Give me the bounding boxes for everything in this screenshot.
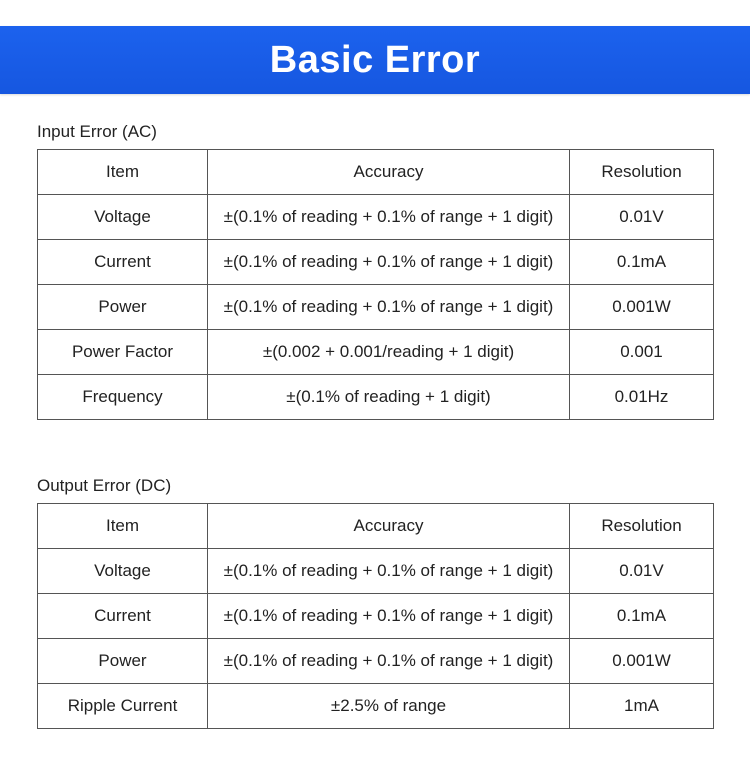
page-title: Basic Error [269,38,481,81]
resolution-cell: 1mA [570,684,714,729]
table-header-row [38,504,714,549]
item-cell: Voltage [38,195,208,240]
input-error-table [37,149,714,420]
column-header-accuracy: Accuracy [208,504,570,549]
accuracy-cell: ±2.5% of range [208,684,570,729]
column-header-item: Item [38,504,208,549]
resolution-cell: 0.001W [570,285,714,330]
resolution-cell: 0.01Hz [570,375,714,420]
table-row [38,285,714,330]
input-section-label: Input Error (AC) [37,122,157,141]
column-header-item: Item [38,150,208,195]
accuracy-cell: ±(0.1% of reading + 0.1% of range + 1 digit) [208,639,570,684]
item-cell: Current [38,240,208,285]
header-banner [0,26,750,94]
resolution-cell: 0.1mA [570,240,714,285]
item-cell: Ripple Current [38,684,208,729]
accuracy-cell: ±(0.1% of reading + 0.1% of range + 1 digit) [208,285,570,330]
item-cell: Current [38,594,208,639]
column-header-resolution: Resolution [570,504,714,549]
item-cell: Power [38,639,208,684]
output-section-label: Output Error (DC) [37,476,172,495]
table-header-row [38,150,714,195]
accuracy-cell: ±(0.1% of reading + 0.1% of range + 1 digit) [208,240,570,285]
resolution-cell: 0.1mA [570,594,714,639]
accuracy-cell: ±(0.1% of reading + 1 digit) [208,375,570,420]
accuracy-cell: ±(0.1% of reading + 0.1% of range + 1 digit) [208,549,570,594]
column-header-resolution: Resolution [570,150,714,195]
table-row [38,375,714,420]
item-cell: Frequency [38,375,208,420]
accuracy-cell: ±(0.1% of reading + 0.1% of range + 1 digit) [208,195,570,240]
table-row [38,594,714,639]
table-row [38,639,714,684]
table-row [38,240,714,285]
table-row [38,549,714,594]
item-cell: Power Factor [38,330,208,375]
output-error-table [37,503,714,729]
resolution-cell: 0.001 [570,330,714,375]
item-cell: Power [38,285,208,330]
item-cell: Voltage [38,549,208,594]
accuracy-cell: ±(0.002 + 0.001/reading + 1 digit) [208,330,570,375]
column-header-accuracy: Accuracy [208,150,570,195]
resolution-cell: 0.01V [570,195,714,240]
resolution-cell: 0.01V [570,549,714,594]
resolution-cell: 0.001W [570,639,714,684]
table-row [38,330,714,375]
accuracy-cell: ±(0.1% of reading + 0.1% of range + 1 digit) [208,594,570,639]
table-row [38,195,714,240]
table-row [38,684,714,729]
